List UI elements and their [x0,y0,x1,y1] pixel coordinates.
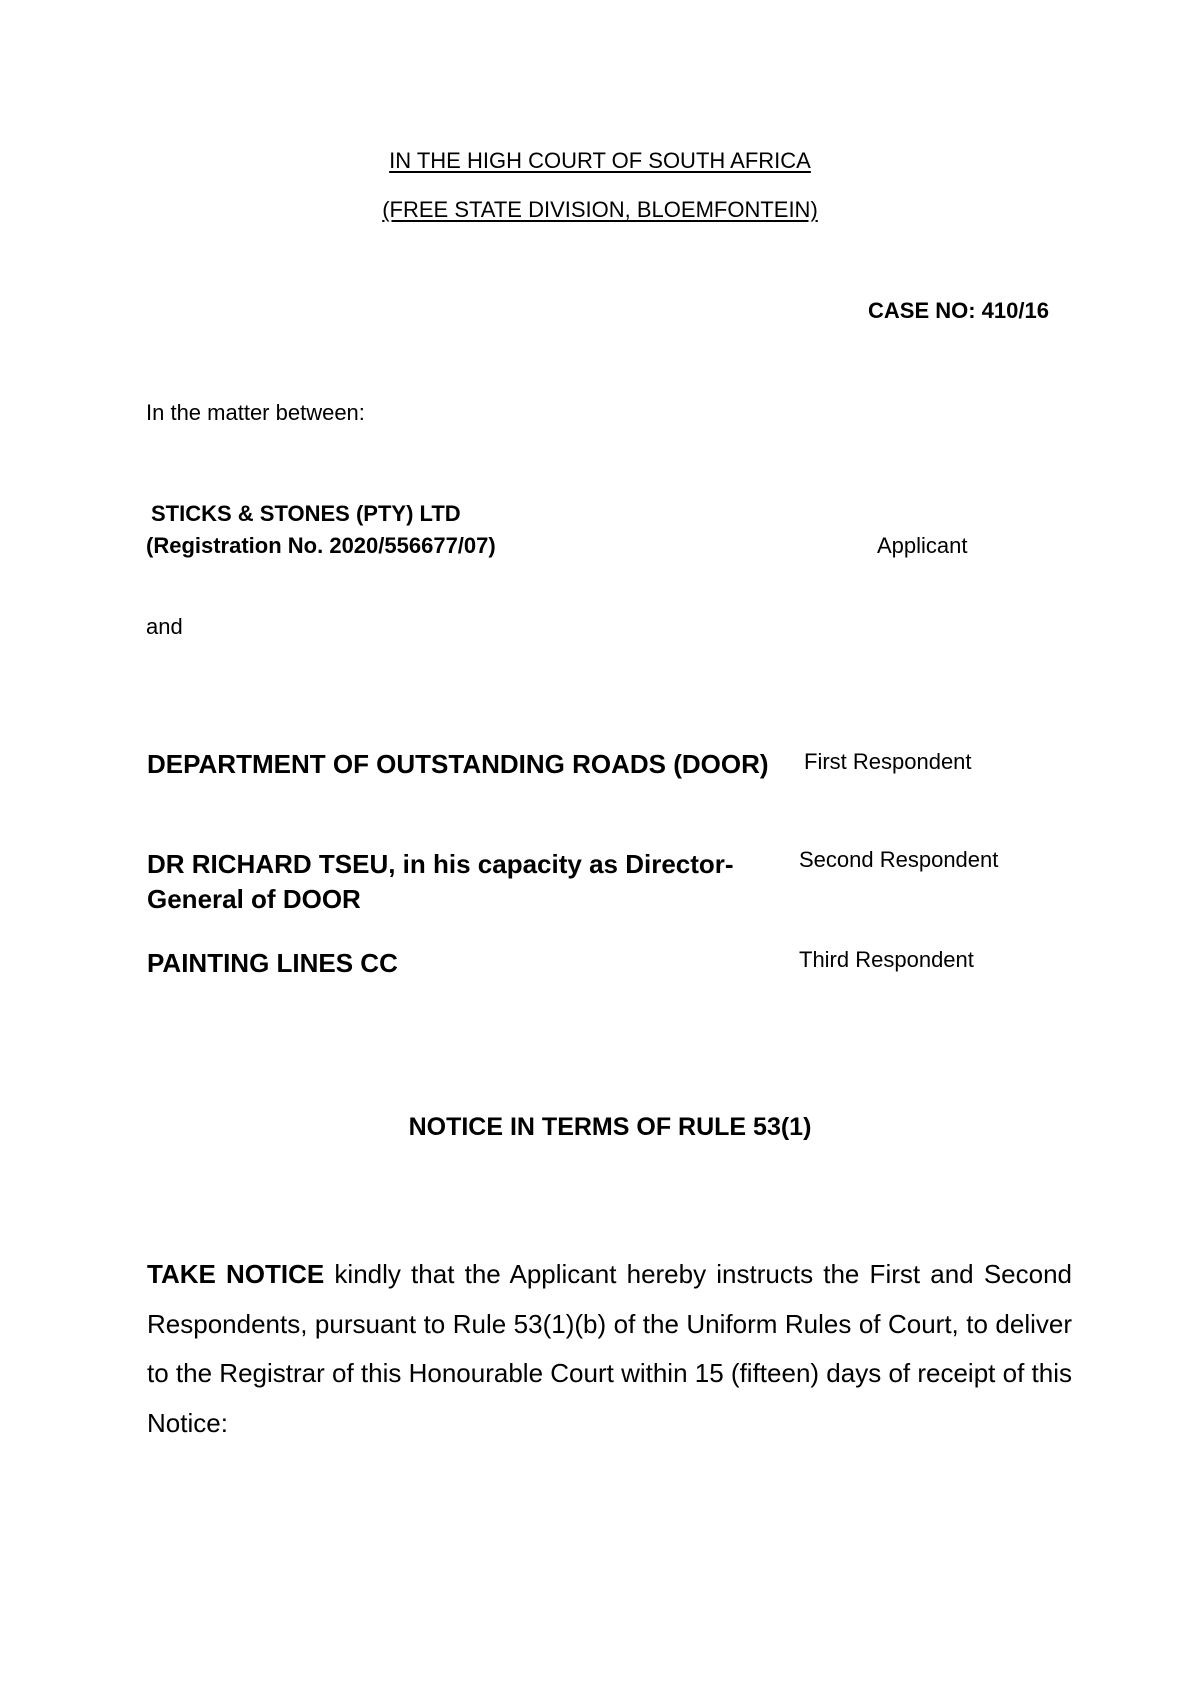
third-respondent-role: Third Respondent [799,947,974,972]
first-respondent-role: First Respondent [804,749,972,774]
third-respondent-name: PAINTING LINES CC [147,948,398,978]
matter-intro: In the matter between: [146,400,365,425]
notice-text: kindly that the Applicant hereby instructs the First and Second Respondents, pursuant to Rule 53(1)(b) of the Uniform Rules of Court, to deliver to the Registrar of this Honourable Court within 15 (fifteen) days of receipt of this Notice: [147,1259,1072,1438]
conjunction-and: and [146,614,183,639]
applicant-name: STICKS & STONES (PTY) LTD [151,501,461,526]
notice-body [147,1250,1072,1448]
court-name: IN THE HIGH COURT OF SOUTH AFRICA [389,148,811,173]
court-division: (FREE STATE DIVISION, BLOEMFONTEIN) [382,197,818,222]
notice-lead: TAKE NOTICE [147,1259,325,1289]
notice-title: NOTICE IN TERMS OF RULE 53(1) [408,1113,812,1141]
first-respondent-name: DEPARTMENT OF OUTSTANDING ROADS (DOOR) [147,749,769,779]
second-respondent-name: DR RICHARD TSEU, in his capacity as Director-General of DOOR [147,849,734,914]
second-respondent-role: Second Respondent [799,847,999,872]
applicant-registration: (Registration No. 2020/556677/07) [146,533,496,558]
applicant-role: Applicant [877,533,968,558]
case-number: CASE NO: 410/16 [868,298,1049,323]
